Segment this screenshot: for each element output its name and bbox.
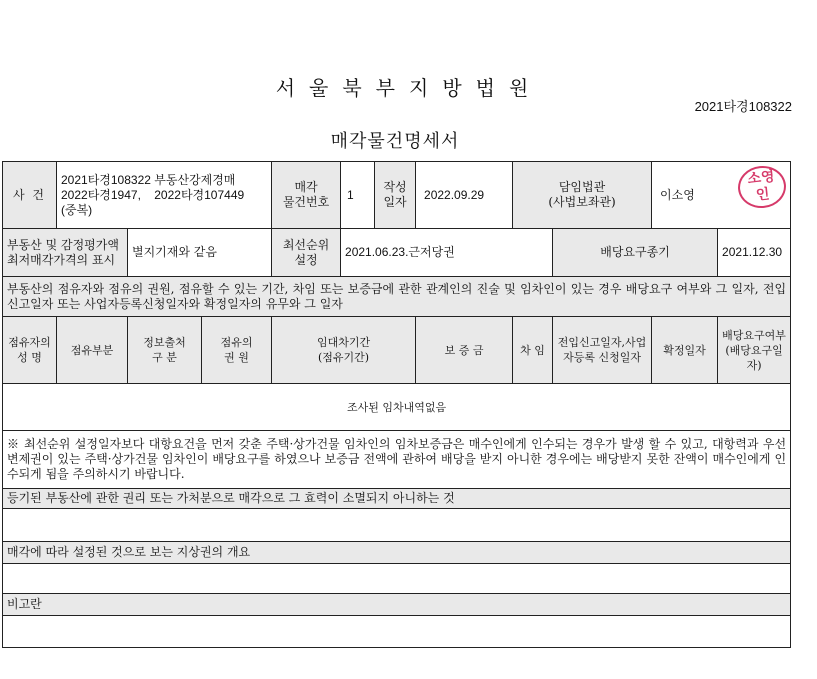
priority-label-1: 최선순위	[282, 237, 330, 252]
col-dividend-2: (배당요구일자)	[725, 343, 783, 372]
remarks-content	[3, 616, 791, 648]
judge-label	[513, 162, 652, 229]
deadline-label: 배당요구종기	[553, 229, 718, 277]
remarks-content-row	[3, 616, 791, 648]
case-line-3: (중복)	[61, 202, 93, 217]
col-moving-2: 자등록 신청일자	[563, 351, 641, 364]
judge-label-1: 담임법관	[558, 180, 606, 194]
priority-value: 2021.06.23.근저당권	[341, 229, 553, 277]
col-period	[272, 317, 416, 384]
occupancy-notice-row	[3, 277, 791, 317]
appraisal-label-1: 부동산 및 감정평가액	[7, 237, 119, 252]
col-period-2: (점유기간)	[317, 351, 370, 364]
case-line-2: 2022타경1947, 2022타경107449	[61, 187, 245, 202]
col-period-1: 임대차기간	[316, 336, 371, 349]
col-rent: 차 임	[513, 317, 553, 384]
col-source-1: 정보출처	[143, 336, 186, 349]
col-occupant-1: 점유자의	[8, 336, 51, 349]
superficies-content-row	[3, 564, 791, 594]
remarks-title: 비고란	[3, 594, 791, 616]
item-no-label-1: 매각	[294, 180, 318, 194]
no-tenant-text: 조사된 임차내역없음	[3, 384, 791, 431]
judge-label-2: (사법보좌관)	[548, 195, 616, 209]
column-header-row	[3, 317, 791, 384]
item-no-value: 1	[341, 162, 375, 229]
case-number-header: 2021타경108322	[694, 99, 792, 114]
deadline-value: 2021.12.30	[718, 229, 791, 277]
col-moving-1: 전입신고일자,사업	[557, 336, 647, 349]
col-source	[128, 317, 202, 384]
superficies-content	[3, 564, 791, 594]
superficies-title: 매각에 따라 설정된 것으로 보는 지상권의 개요	[3, 542, 791, 564]
warning-text: ※ 최선순위 설정일자보다 대항요건을 먼저 갖춘 주택·상가건물 임차인의 임차보증금은 매수인에게 인수되는 경우가 발생 할 수 있고, 대항력과 우선변제권이 있는 주택·상가건물 임차인이 배당요구를 하였으나 보증금 전액에 관하여 배당을 받지 아니한 경우에는 배당받지 못한 잔액이 매수인에게 인수되게 됨을 주의하시기 바랍니다.	[3, 431, 791, 489]
rights-content-row	[3, 509, 791, 542]
appraisal-row	[3, 229, 791, 277]
rights-title-row	[3, 489, 791, 509]
col-part: 점유부분	[57, 317, 128, 384]
judge-name: 이소영	[660, 187, 695, 202]
warning-row	[3, 431, 791, 489]
written-label	[375, 162, 416, 229]
col-dividend	[718, 317, 791, 384]
priority-label-2: 설정	[294, 252, 318, 267]
appraisal-label	[3, 229, 128, 277]
remarks-title-row	[3, 594, 791, 616]
written-label-2: 일자	[383, 195, 407, 209]
case-line-1: 2021타경108322 부동산강제경매	[61, 172, 236, 187]
col-deposit: 보 증 금	[416, 317, 513, 384]
occupancy-notice: 부동산의 점유자와 점유의 권원, 점유할 수 있는 기간, 차임 또는 보증금에 관한 관계인의 진술 및 임차인이 있는 경우 배당요구 여부와 그 일자, 전입신고일자 또는 사업자등록신청일자와 확정일자의 유무와 그 일자	[3, 277, 791, 317]
col-occupant	[3, 317, 57, 384]
superficies-title-row	[3, 542, 791, 564]
no-tenant-row	[3, 384, 791, 431]
document-title: 매각물건명세서	[330, 131, 460, 152]
col-title-1: 점유의	[220, 336, 253, 349]
case-info-row	[3, 162, 791, 229]
rights-content	[3, 509, 791, 542]
col-source-2: 구 분	[152, 351, 177, 364]
col-occupant-2: 성 명	[17, 351, 42, 364]
case-label: 사 건	[3, 162, 57, 229]
col-title	[202, 317, 272, 384]
priority-label	[272, 229, 341, 277]
judge-cell	[652, 162, 791, 229]
col-fixed-date: 확정일자	[652, 317, 718, 384]
judge-seal-icon: 소영인	[736, 164, 788, 211]
rights-title: 등기된 부동산에 관한 권리 또는 가처분으로 매각으로 그 효력이 소멸되지 아니하는 것	[3, 489, 791, 509]
property-statement-table	[2, 161, 791, 648]
item-no-label-2: 물건번호	[282, 195, 330, 209]
col-title-2: 권 원	[224, 351, 249, 364]
written-label-1: 작성	[383, 180, 407, 194]
written-date: 2022.09.29	[416, 162, 513, 229]
col-dividend-1: 배당요구여부	[722, 328, 786, 342]
appraisal-value: 별지기재와 같음	[128, 229, 272, 277]
case-numbers-cell	[57, 162, 272, 229]
col-moving	[553, 317, 652, 384]
court-name: 서울북부지방법원	[275, 76, 543, 100]
appraisal-label-2: 최저매각가격의 표시	[7, 252, 116, 267]
item-no-label	[272, 162, 341, 229]
